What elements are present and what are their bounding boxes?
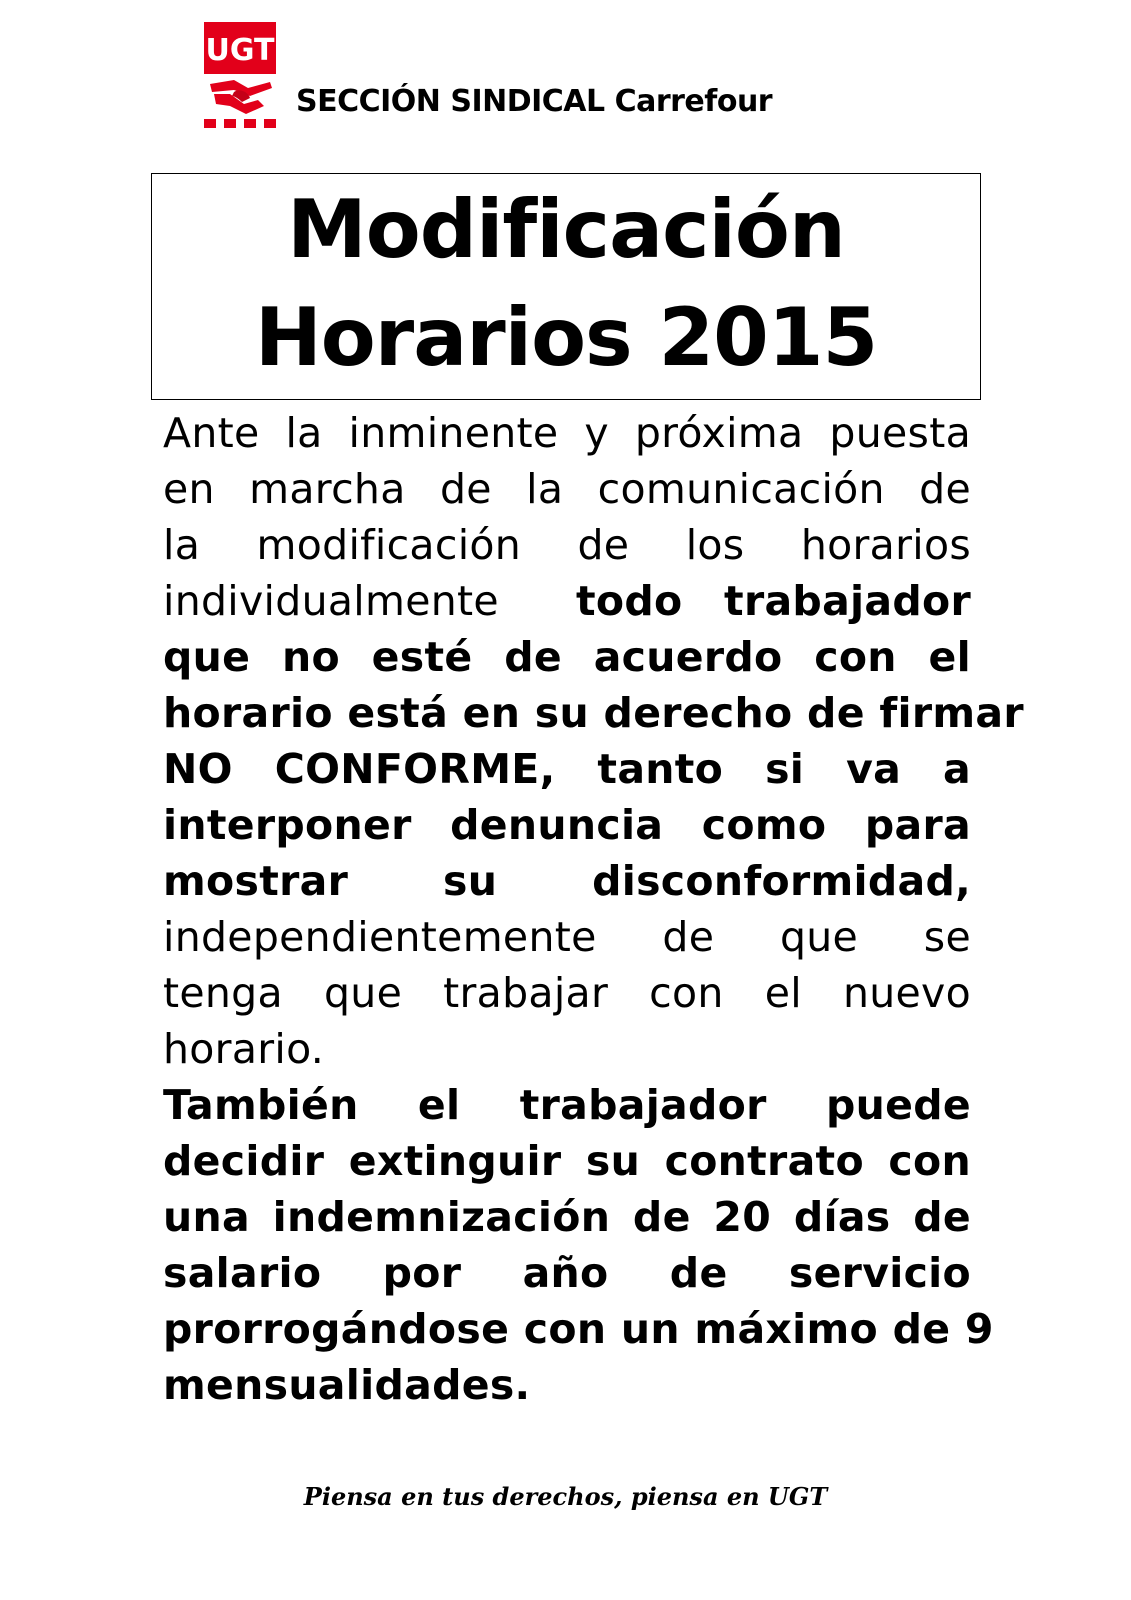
handshake-icon [210,80,272,114]
body-line: tenga que trabajar con el nuevo [163,969,971,1017]
body-line: mensualidades. [163,1361,531,1409]
ugt-logo [204,22,276,128]
body-line: mostrar su disconformidad, [163,857,971,905]
body-line: horario está en su derecho de firmar [163,689,1024,737]
body-line [163,573,971,629]
section-title: SECCIÓN SINDICAL Carrefour [296,84,773,119]
body-line: Ante la inminente y próxima puesta [163,409,971,457]
body-line: independientemente de que se [163,913,971,961]
logo-text: UGT [205,33,275,68]
body-line: en marcha de la comunicación de [163,465,971,513]
title-line-2: Horarios 2015 [254,291,878,384]
title-box [151,173,981,400]
body-line: una indemnización de 20 días de [163,1193,971,1241]
body-line: horario. [163,1025,325,1073]
body-text-normal: individualmente [163,577,499,625]
body-line: la modificación de los horarios [163,521,971,569]
body-line: interponer denuncia como para [163,801,971,849]
body-line: También el trabajador puede [163,1081,971,1129]
bold-word: todo trabajador [576,577,971,625]
body-line: prorrogándose con un máximo de 9 [163,1305,994,1353]
body-line: salario por año de servicio [163,1249,971,1297]
body-text-bold [576,573,971,629]
title-line-1: Modificación [287,183,845,276]
footer-slogan: Piensa en tus derechos, piensa en UGT [303,1482,828,1511]
body-line: que no esté de acuerdo con el [163,633,971,681]
ugt-logo-graphic [204,22,276,128]
body-line: decidir extinguir su contrato con [163,1137,971,1185]
body-line: NO CONFORME, tanto si va a [163,745,971,793]
